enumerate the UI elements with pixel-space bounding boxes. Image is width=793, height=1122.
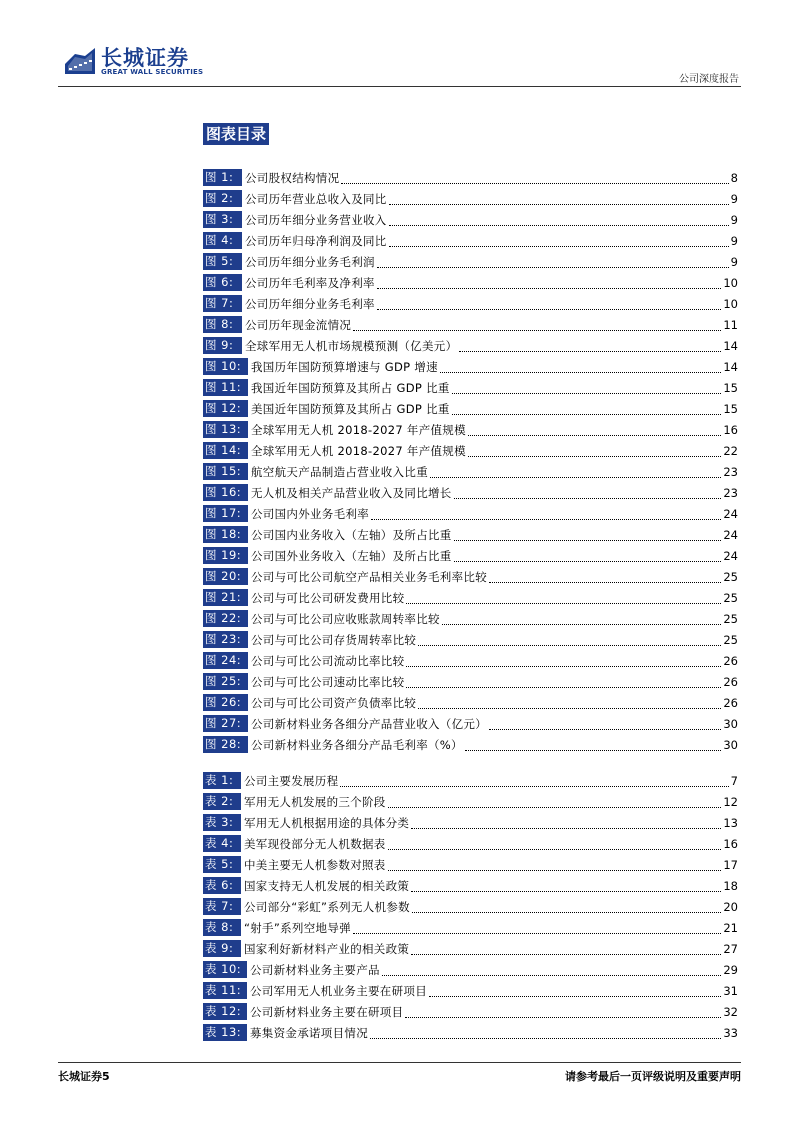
figure-entry-number: 图 25: — [203, 673, 248, 690]
table-entry[interactable] — [203, 980, 738, 1001]
figure-entry-number: 图 12: — [203, 400, 248, 417]
figure-entry[interactable] — [203, 629, 738, 650]
table-entry[interactable] — [203, 791, 738, 812]
figure-entry-title: 公司历年归母净利润及同比 — [245, 233, 387, 248]
table-entry-title: 军用无人机根据用途的具体分类 — [244, 815, 410, 830]
table-entry-title: 公司新材料业务主要在研项目 — [250, 1004, 404, 1019]
dot-leader — [377, 256, 729, 268]
table-entry-page: 27 — [723, 941, 738, 956]
table-entry-number: 表 4: — [203, 835, 241, 852]
figure-entry[interactable] — [203, 209, 738, 230]
figure-entry-page: 23 — [723, 485, 738, 500]
figure-entry-title: 全球军用无人机 2018-2027 年产值规模 — [251, 422, 466, 437]
figure-entry-page: 9 — [730, 233, 738, 248]
figure-entry[interactable] — [203, 335, 738, 356]
dot-leader — [465, 739, 722, 751]
dot-leader — [406, 655, 721, 667]
figure-entry-title: 公司国内业务收入（左轴）及所占比重 — [251, 527, 452, 542]
figure-entry-page: 30 — [723, 737, 738, 752]
figure-entry-number: 图 2: — [203, 190, 242, 207]
table-entry-page: 21 — [723, 920, 738, 935]
figure-entry[interactable] — [203, 587, 738, 608]
figure-entry-page: 16 — [723, 422, 738, 437]
table-entry-title: 公司军用无人机业务主要在研项目 — [250, 983, 427, 998]
figure-entry-page: 15 — [723, 380, 738, 395]
figure-entry-page: 9 — [730, 191, 738, 206]
table-entry[interactable] — [203, 1022, 738, 1043]
table-entry[interactable] — [203, 938, 738, 959]
figure-entry-title: 公司新材料业务各细分产品毛利率（%） — [251, 737, 463, 752]
dot-leader — [377, 298, 722, 310]
figure-entry[interactable] — [203, 167, 738, 188]
figure-entry-title: 全球军用无人机 2018-2027 年产值规模 — [251, 443, 466, 458]
figure-entry-title: 公司与可比公司速动比率比较 — [251, 674, 405, 689]
table-entry-page: 7 — [730, 773, 738, 788]
table-entry[interactable] — [203, 896, 738, 917]
dot-leader — [389, 235, 729, 247]
figure-entry-number: 图 17: — [203, 505, 248, 522]
figure-entry[interactable] — [203, 566, 738, 587]
figure-entry[interactable] — [203, 503, 738, 524]
figure-entry-number: 图 15: — [203, 463, 248, 480]
dot-leader — [353, 319, 721, 331]
figure-entry[interactable] — [203, 272, 738, 293]
table-entry-page: 13 — [723, 815, 738, 830]
dot-leader — [418, 634, 721, 646]
figure-entry[interactable] — [203, 293, 738, 314]
table-entry-title: 军用无人机发展的三个阶段 — [244, 794, 386, 809]
figure-entry-number: 图 22: — [203, 610, 248, 627]
table-entry-number: 表 3: — [203, 814, 241, 831]
table-entry-page: 32 — [723, 1004, 738, 1019]
header-divider — [58, 86, 741, 87]
figure-entry-page: 26 — [723, 653, 738, 668]
dot-leader — [340, 775, 728, 787]
figure-entry-number: 图 20: — [203, 568, 248, 585]
table-entry-title: 美军现役部分无人机数据表 — [244, 836, 386, 851]
figure-entry-page: 10 — [723, 296, 738, 311]
table-entry-number: 表 7: — [203, 898, 241, 915]
figure-entry-title: 我国历年国防预算增速与 GDP 增速 — [251, 359, 438, 374]
table-entry-number: 表 8: — [203, 919, 241, 936]
dot-leader — [440, 361, 721, 373]
figure-entry[interactable] — [203, 419, 738, 440]
figure-entry-number: 图 3: — [203, 211, 242, 228]
figure-entry-page: 9 — [730, 254, 738, 269]
brand-name-cn: 长城证券 — [101, 46, 189, 70]
dot-leader — [459, 340, 721, 352]
dot-leader — [405, 1006, 721, 1018]
table-entry-page: 29 — [723, 962, 738, 977]
figure-entry-page: 14 — [723, 359, 738, 374]
dot-leader — [411, 943, 721, 955]
figure-entry-title: 公司历年现金流情况 — [245, 317, 352, 332]
dot-leader — [452, 403, 722, 415]
figure-entry[interactable] — [203, 398, 738, 419]
dot-leader — [468, 445, 721, 457]
dot-leader — [406, 592, 721, 604]
footer-disclaimer: 请参考最后一页评级说明及重要声明 — [565, 1070, 741, 1083]
figure-entry[interactable] — [203, 608, 738, 629]
table-entry-page: 20 — [723, 899, 738, 914]
figure-entry-page: 10 — [723, 275, 738, 290]
table-entry[interactable] — [203, 959, 738, 980]
table-entry-number: 表 6: — [203, 877, 241, 894]
figure-entry-title: 公司与可比公司存货周转率比较 — [251, 632, 417, 647]
figure-entry-title: 我国近年国防预算及其所占 GDP 比重 — [251, 380, 450, 395]
figure-entry-number: 图 16: — [203, 484, 248, 501]
dot-leader — [454, 487, 722, 499]
figure-entry-page: 26 — [723, 674, 738, 689]
dot-leader — [388, 859, 722, 871]
figure-entry-number: 图 27: — [203, 715, 248, 732]
figure-entry-page: 24 — [723, 527, 738, 542]
figure-entry-page: 24 — [723, 548, 738, 563]
dot-leader — [454, 529, 722, 541]
figure-entry-title: 公司与可比公司流动比率比较 — [251, 653, 405, 668]
page-header — [58, 38, 741, 88]
figure-entry-title: 公司历年营业总收入及同比 — [245, 191, 387, 206]
dot-leader — [412, 901, 721, 913]
dot-leader — [430, 466, 721, 478]
dot-leader — [454, 550, 722, 562]
footer-page-label: 长城证券5 — [58, 1070, 110, 1083]
figure-entry-number: 图 13: — [203, 421, 248, 438]
figure-entry-title: 公司历年细分业务营业收入 — [245, 212, 387, 227]
figure-entry-title: 公司历年细分业务毛利润 — [245, 254, 375, 269]
figure-entry-title: 航空航天产品制造占营业收入比重 — [251, 464, 428, 479]
table-entry-title: 国家利好新材料产业的相关政策 — [244, 941, 410, 956]
table-entry[interactable] — [203, 875, 738, 896]
figure-entry[interactable] — [203, 650, 738, 671]
figure-entry-page: 24 — [723, 506, 738, 521]
table-entry-title: 国家支持无人机发展的相关政策 — [244, 878, 410, 893]
dot-leader — [388, 796, 722, 808]
dot-leader — [489, 571, 721, 583]
dot-leader — [353, 922, 721, 934]
figure-entry[interactable] — [203, 377, 738, 398]
brand-name-en: GREAT WALL SECURITIES — [101, 68, 204, 76]
figure-entry-number: 图 5: — [203, 253, 242, 270]
figure-entry-page: 25 — [723, 590, 738, 605]
table-entry-title: “射手”系列空地导弹 — [244, 920, 351, 935]
dot-leader — [411, 880, 721, 892]
figure-entry-number: 图 9: — [203, 337, 242, 354]
figure-entry-number: 图 1: — [203, 169, 242, 186]
table-entry[interactable] — [203, 917, 738, 938]
table-list — [203, 770, 738, 1043]
figure-entry-title: 公司新材料业务各细分产品营业收入（亿元） — [251, 716, 487, 731]
table-entry-number: 表 9: — [203, 940, 241, 957]
table-entry-page: 17 — [723, 857, 738, 872]
figure-entry[interactable] — [203, 545, 738, 566]
figure-entry-number: 图 19: — [203, 547, 248, 564]
dot-leader — [382, 964, 722, 976]
figure-entry[interactable] — [203, 713, 738, 734]
figure-entry-title: 公司股权结构情况 — [245, 170, 340, 185]
toc-title: 图表目录 — [203, 123, 269, 145]
figure-entry-page: 9 — [730, 212, 738, 227]
figure-entry-page: 23 — [723, 464, 738, 479]
table-entry-title: 公司部分“彩虹”系列无人机参数 — [244, 899, 410, 914]
great-wall-logo-icon — [63, 44, 97, 78]
figure-entry-number: 图 8: — [203, 316, 242, 333]
figure-entry-number: 图 7: — [203, 295, 242, 312]
dot-leader — [370, 1027, 721, 1039]
figure-entry-page: 25 — [723, 569, 738, 584]
figure-entry-number: 图 21: — [203, 589, 248, 606]
figure-entry-number: 图 24: — [203, 652, 248, 669]
figure-entry[interactable] — [203, 524, 738, 545]
dot-leader — [389, 193, 729, 205]
figure-entry-number: 图 18: — [203, 526, 248, 543]
figure-entry-number: 图 26: — [203, 694, 248, 711]
figure-entry-number: 图 14: — [203, 442, 248, 459]
dot-leader — [411, 817, 721, 829]
figure-entry-page: 14 — [723, 338, 738, 353]
report-type-label: 公司深度报告 — [679, 74, 739, 85]
figure-entry-title: 公司国外业务收入（左轴）及所占比重 — [251, 548, 452, 563]
figure-entry-number: 图 11: — [203, 379, 248, 396]
dot-leader — [429, 985, 721, 997]
table-entry[interactable] — [203, 770, 738, 791]
figure-entry[interactable] — [203, 482, 738, 503]
figure-entry-title: 美国近年国防预算及其所占 GDP 比重 — [251, 401, 450, 416]
figure-entry-page: 11 — [723, 317, 738, 332]
figure-entry-title: 公司与可比公司研发费用比较 — [251, 590, 405, 605]
dot-leader — [377, 277, 722, 289]
figure-entry-title: 公司国内外业务毛利率 — [251, 506, 369, 521]
table-entry-title: 募集资金承诺项目情况 — [250, 1025, 368, 1040]
figure-entry-page: 8 — [730, 170, 738, 185]
table-entry-number: 表 10: — [203, 961, 247, 978]
figure-entry[interactable] — [203, 692, 738, 713]
figure-entry[interactable] — [203, 734, 738, 755]
figure-entry-number: 图 23: — [203, 631, 248, 648]
figure-entry-title: 公司与可比公司应收账款周转率比较 — [251, 611, 440, 626]
table-entry-page: 12 — [723, 794, 738, 809]
figure-entry-page: 30 — [723, 716, 738, 731]
table-entry-number: 表 13: — [203, 1024, 247, 1041]
figure-entry[interactable] — [203, 671, 738, 692]
figure-entry-title: 公司历年细分业务毛利率 — [245, 296, 375, 311]
figure-entry-title: 公司与可比公司航空产品相关业务毛利率比较 — [251, 569, 487, 584]
table-entry[interactable] — [203, 854, 738, 875]
figure-entry[interactable] — [203, 251, 738, 272]
figure-entry[interactable] — [203, 314, 738, 335]
footer-divider — [58, 1062, 741, 1063]
figure-entry-page: 26 — [723, 695, 738, 710]
figure-entry-page: 25 — [723, 611, 738, 626]
table-entry-page: 31 — [723, 983, 738, 998]
figure-entry[interactable] — [203, 356, 738, 377]
figure-entry-page: 15 — [723, 401, 738, 416]
table-entry[interactable] — [203, 1001, 738, 1022]
figure-entry-number: 图 4: — [203, 232, 242, 249]
table-entry-number: 表 11: — [203, 982, 247, 999]
table-entry-title: 中美主要无人机参数对照表 — [244, 857, 386, 872]
figure-entry-title: 公司与可比公司资产负债率比较 — [251, 695, 417, 710]
dot-leader — [341, 172, 728, 184]
dot-leader — [468, 424, 721, 436]
figure-entry-page: 25 — [723, 632, 738, 647]
table-entry-page: 18 — [723, 878, 738, 893]
dot-leader — [452, 382, 722, 394]
figure-entry[interactable] — [203, 230, 738, 251]
figure-entry-page: 22 — [723, 443, 738, 458]
figure-entry[interactable] — [203, 440, 738, 461]
figure-list — [203, 167, 738, 755]
table-entry[interactable] — [203, 833, 738, 854]
dot-leader — [371, 508, 721, 520]
dot-leader — [406, 676, 721, 688]
dot-leader — [418, 697, 721, 709]
dot-leader — [489, 718, 721, 730]
table-entry-number: 表 12: — [203, 1003, 247, 1020]
table-entry-title: 公司主要发展历程 — [244, 773, 339, 788]
figure-entry[interactable] — [203, 188, 738, 209]
figure-entry-title: 公司历年毛利率及净利率 — [245, 275, 375, 290]
table-entry-number: 表 1: — [203, 772, 241, 789]
figure-entry-title: 全球军用无人机市场规模预测（亿美元） — [245, 338, 458, 353]
figure-entry-number: 图 28: — [203, 736, 248, 753]
table-entry-number: 表 5: — [203, 856, 241, 873]
figure-entry-title: 无人机及相关产品营业收入及同比增长 — [251, 485, 452, 500]
table-entry-number: 表 2: — [203, 793, 241, 810]
dot-leader — [388, 838, 722, 850]
dot-leader — [389, 214, 729, 226]
figure-entry-number: 图 10: — [203, 358, 248, 375]
table-entry[interactable] — [203, 812, 738, 833]
table-entry-page: 33 — [723, 1025, 738, 1040]
dot-leader — [442, 613, 722, 625]
table-entry-title: 公司新材料业务主要产品 — [250, 962, 380, 977]
figure-entry[interactable] — [203, 461, 738, 482]
table-entry-page: 16 — [723, 836, 738, 851]
figure-entry-number: 图 6: — [203, 274, 242, 291]
